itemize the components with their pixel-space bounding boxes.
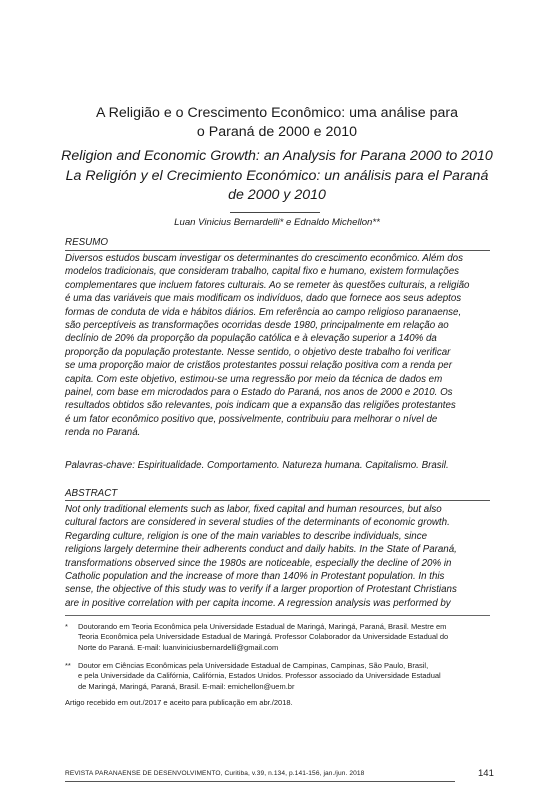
abstract-line: Catholic population and the increase of more than 140% in Protestant population. In this — [65, 571, 445, 583]
abstract-line: religions largely determine their adherents conduct and daily habits. In the State of Paraná, — [65, 544, 457, 556]
authors-divider — [230, 212, 320, 213]
resumo-line: renda no Paraná. — [65, 427, 141, 439]
resumo-line: capita. Com este objetivo, estimou-se uma regressão por meio da técnica de dados em — [65, 373, 443, 385]
abstract-text — [65, 503, 490, 610]
resumo-line: resultados obtidos são relevantes, pois indicam que a expansão das religiões protestantes — [65, 400, 456, 412]
resumo-line: painel, com base em microdados para o Estado do Paraná, nos anos de 2000 e 2010. Os — [65, 387, 453, 399]
abstract-line: cultural factors are considered in several studies of the determinants of economic growth. — [65, 517, 450, 529]
authors-line: Luan Vinicius Bernardelli* e Ednaldo Michellon** — [174, 217, 380, 228]
resumo-line: são perceptíveis as transformações ocorridas desde 1980, principalmente em relação ao — [65, 320, 449, 332]
footer-rule — [65, 781, 455, 782]
resumo-heading: RESUMO — [65, 237, 109, 248]
title-spanish-line2: de 2000 y 2010 — [228, 187, 326, 203]
title-spanish-line1: La Religión y el Crecimiento Económico: un análisis para el Paraná — [65, 168, 489, 184]
footnote-line: Doutor em Ciências Econômicas pela Universidade Estadual de Campinas, Campinas, São Paulo, Brasil, — [78, 661, 429, 670]
abstract-line: sense, the objective of this study was to verify if a larger proportion of Protestant Christians — [65, 584, 457, 596]
footnote-divider — [65, 615, 490, 616]
abstract-line: transformations observed since the 1980s are noticeable, especially the decline of 20% in — [65, 557, 452, 569]
abstract-line: Not only traditional elements such as labor, fixed capital and human resources, but also — [65, 504, 442, 515]
abstract-rule — [65, 500, 490, 501]
footnote-mark: ** — [65, 661, 71, 670]
resumo-line: é um fator econômico positivo que, possivelmente, contribuiu para melhorar o nível de — [65, 413, 438, 425]
resumo-rule — [65, 250, 490, 251]
title-portuguese-line2: o Paraná de 2000 e 2010 — [196, 124, 358, 140]
footnote-first-author — [65, 622, 490, 653]
footnote-line: e pela Universidade da Califórnia, Califórnia, Estados Unidos. Professor associado da Universidade Estadual — [78, 671, 441, 681]
resumo-text — [65, 252, 490, 440]
resumo-line: proporção da população protestante. Nesse sentido, o objetivo deste trabalho foi verificar — [65, 346, 451, 358]
resumo-line: declínio de 20% da proporção da população católica e à elevação superior a 140% da — [65, 333, 437, 345]
journal-footer: REVISTA PARANAENSE DE DESENVOLVIMENTO, Curitiba, v.39, n.134, p.141-156, jan./jun. 2018 — [65, 770, 365, 777]
resumo-line: Diversos estudos buscam investigar os determinantes do crescimento econômico. Além dos — [65, 253, 463, 264]
resumo-line: formas de conduta de vida e hábitos diários. Em referência ao campo religioso paranaense, — [65, 306, 462, 318]
resumo-line: complementares que incluem fatores culturais. Ao se remeter às questões culturais, a religião — [65, 279, 470, 291]
resumo-line: modelos tradicionais, que consideram trabalho, capital fixo e humano, existem formulações — [65, 266, 459, 278]
title-portuguese-line1: A Religião e o Crescimento Econômico: uma análise para — [96, 105, 458, 121]
title-portuguese — [60, 104, 494, 142]
footnote-line: Norte do Paraná. E-mail: luanviniciusbernardelli@gmail.com — [78, 642, 279, 652]
resumo-line: se uma proporção maior de cristãos protestantes possui relação positiva com a renda per — [65, 360, 452, 372]
footnote-line: Teoria Econômica pela Universidade Estadual de Maringá. Professor Colaborador da Universidade Estadual do — [78, 632, 449, 642]
abstract-line: are in positive correlation with per capita income. A regression analysis was performed by — [65, 597, 451, 609]
footnote-mark: * — [65, 622, 68, 631]
page-number: 141 — [478, 768, 494, 779]
abstract-line: Regarding culture, religion is one of the main variables to describe individuals, since — [65, 530, 428, 542]
resumo-line: é uma das variáveis que mais modificam os indivíduos, dado que fornece aos seus adeptos — [65, 293, 462, 305]
keywords-line: Palavras-chave: Espiritualidade. Comportamento. Natureza humana. Capitalismo. Brasil. — [65, 460, 449, 471]
footnote-second-author — [65, 661, 490, 692]
abstract-heading: ABSTRACT — [65, 488, 118, 499]
title-spanish — [60, 167, 494, 205]
footnote-line: Doutorando em Teoria Econômica pela Universidade Estadual de Maringá, Maringá, Paraná, Brasil. Mestre em — [78, 622, 447, 631]
footnote-line: de Maringá, Maringá, Paraná, Brasil. E-mail: emichellon@uem.br — [78, 681, 295, 691]
received-note: Artigo recebido em out./2017 e aceito para publicação em abr./2018. — [65, 698, 293, 707]
title-english: Religion and Economic Growth: an Analysis for Parana 2000 to 2010 — [61, 148, 493, 164]
